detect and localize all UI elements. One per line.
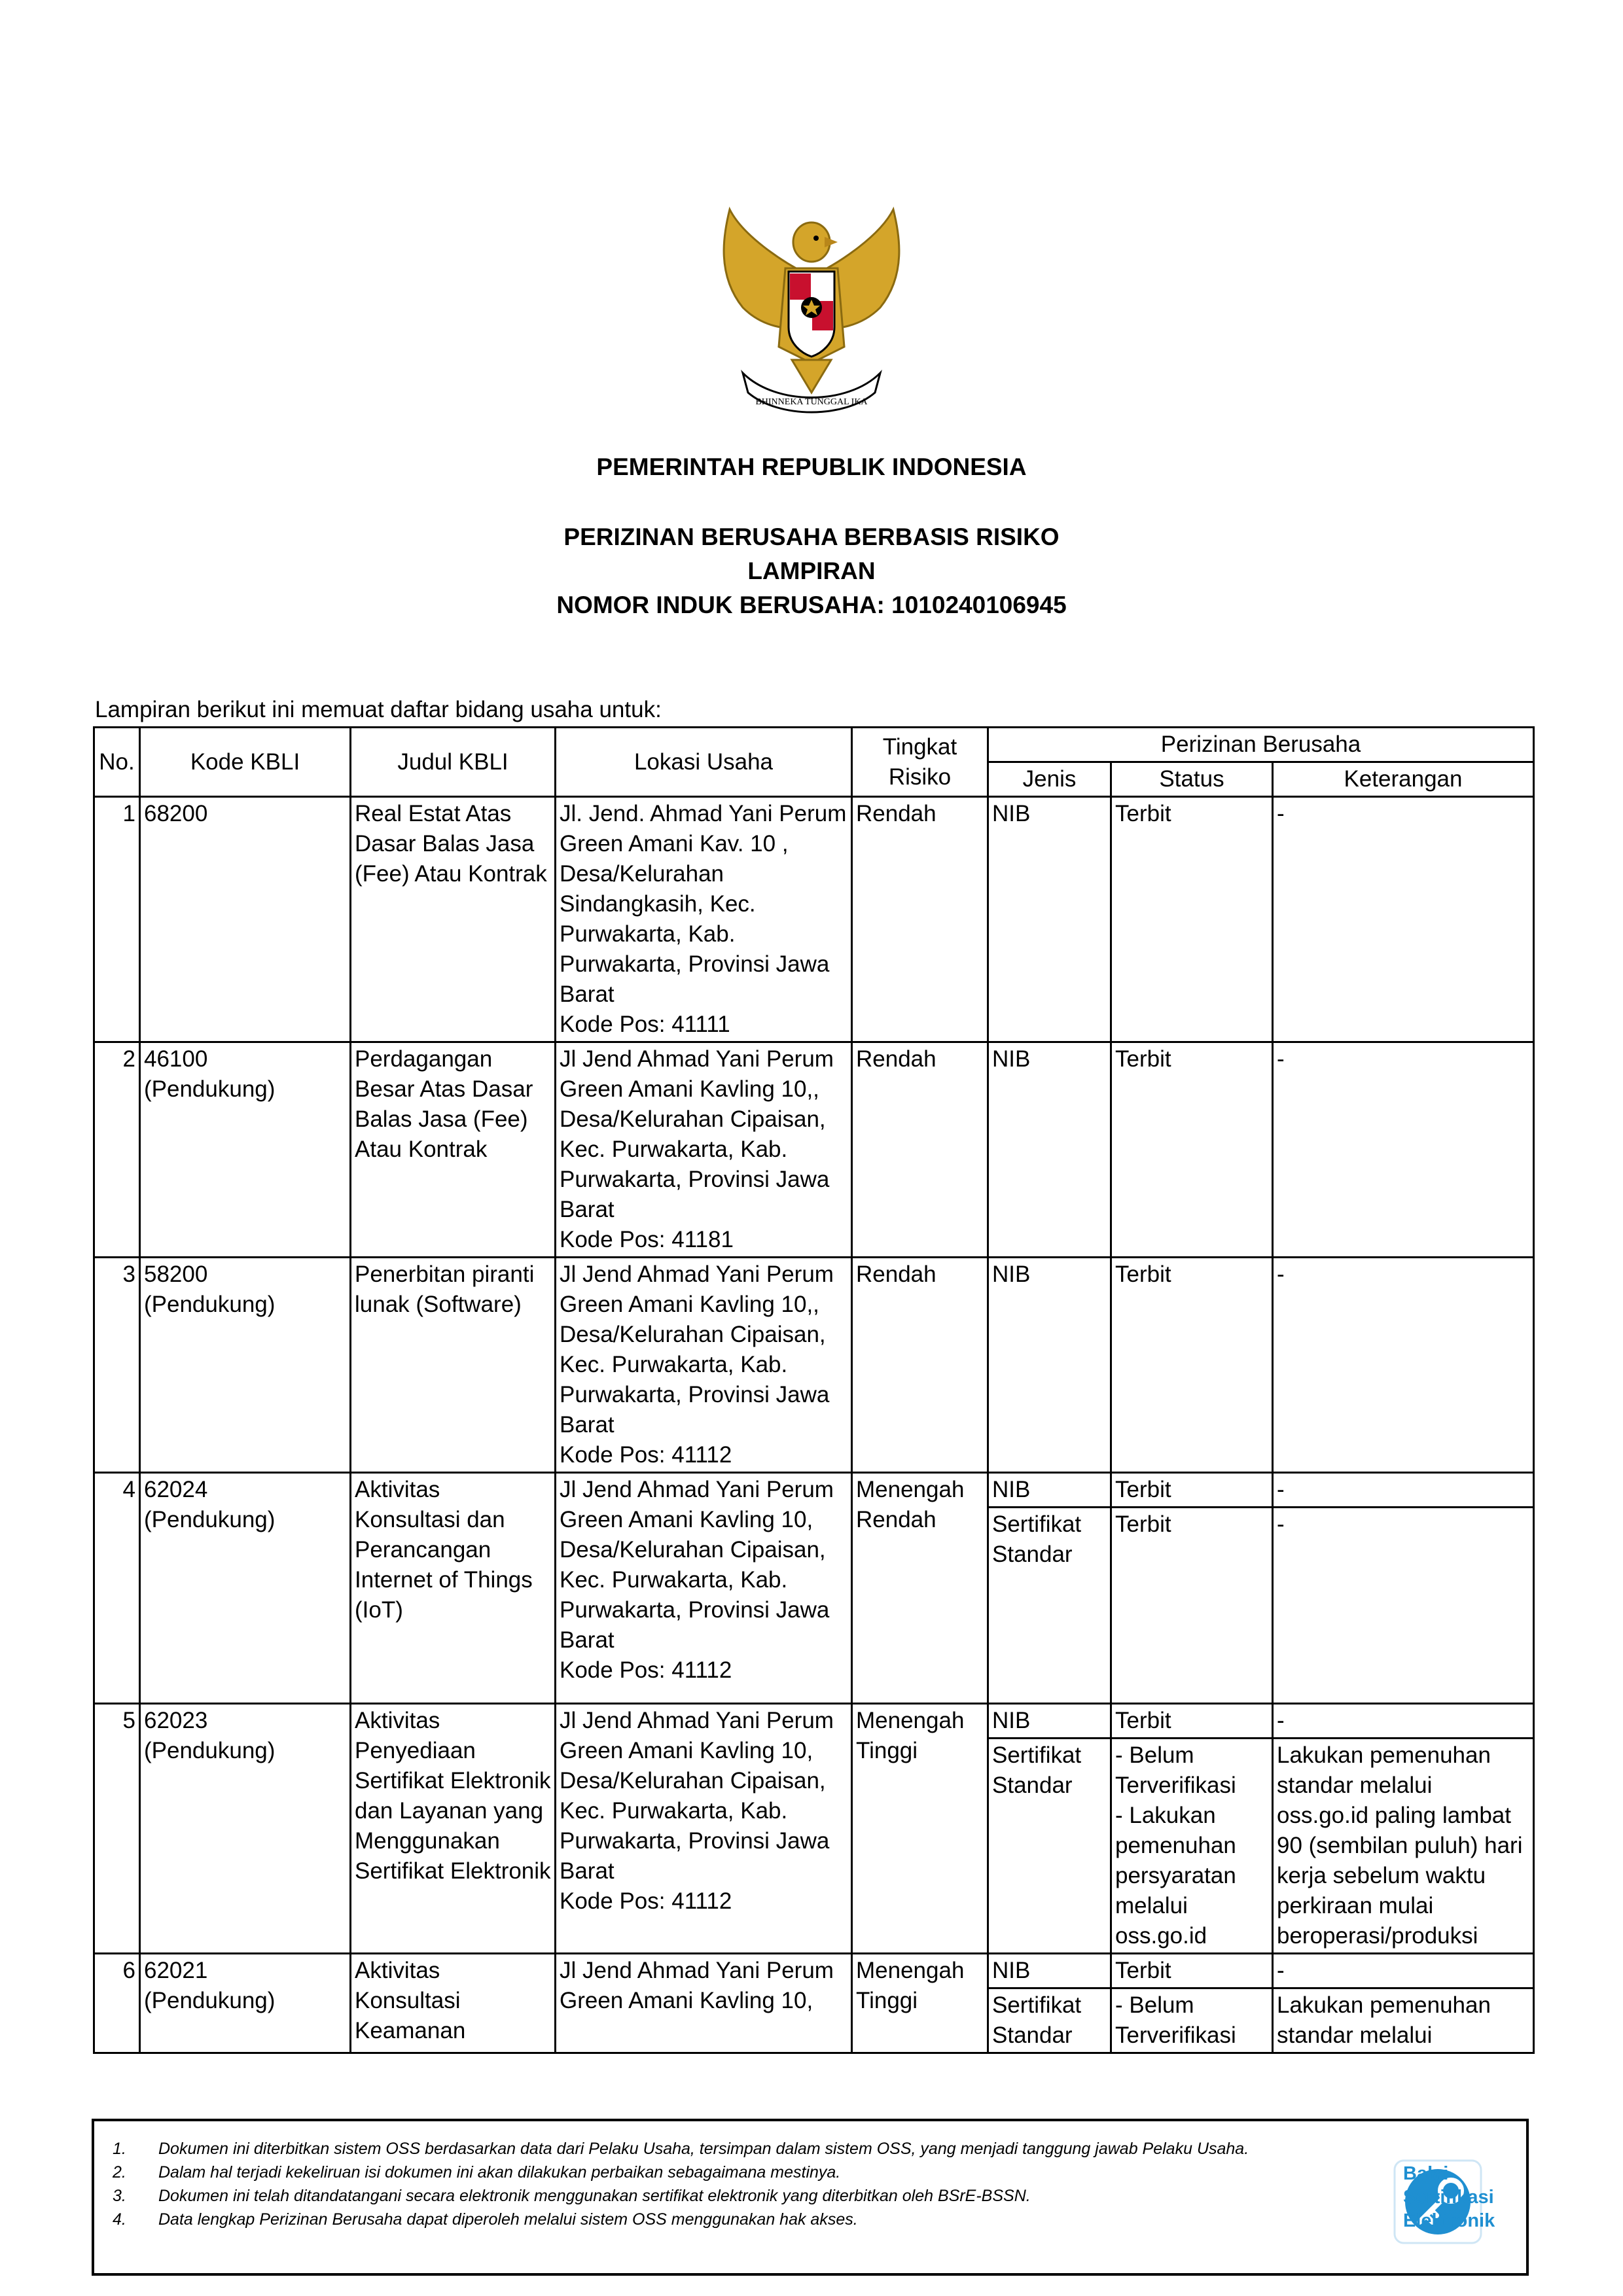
row-keterangan: - — [1273, 1258, 1534, 1473]
row-judul-kbli: Penerbitan piranti lunak (Software) — [351, 1258, 556, 1473]
row-keterangan: Lakukan pemenuhan standar melalui — [1273, 1988, 1534, 2053]
intro-text: Lampiran berikut ini memuat daftar bidang usaha untuk: — [95, 697, 662, 722]
row-judul-kbli: Aktivitas Penyediaan Sertifikat Elektronik dan Layanan yang Menggunakan Sertifikat Elektronik — [351, 1704, 556, 1954]
table-row — [94, 1042, 1534, 1258]
row-lokasi-usaha: Jl. Jend. Ahmad Yani Perum Green Amani Kav. 10 , Desa/Kelurahan Sindangkasih, Kec. Purwakarta, Kab. Purwakarta, Provinsi Jawa Barat Kode Pos: 41111 — [556, 797, 852, 1042]
row-no: 2 — [94, 1042, 140, 1258]
footer-note — [113, 2184, 1343, 2208]
business-license-table — [93, 726, 1535, 2054]
row-no: 4 — [94, 1473, 140, 1704]
row-jenis: NIB — [988, 797, 1111, 1042]
note-text: Data lengkap Perizinan Berusaha dapat diperoleh melalui sistem OSS menggunakan hak akses. — [158, 2210, 858, 2229]
footer-notes-box — [92, 2119, 1529, 2276]
row-jenis: NIB — [988, 1954, 1111, 1988]
footer-note — [113, 2137, 1343, 2161]
row-jenis: NIB — [988, 1473, 1111, 1508]
table-row — [94, 1258, 1534, 1473]
row-kode-kbli: 62024 (Pendukung) — [140, 1473, 351, 1704]
row-keterangan: - — [1273, 797, 1534, 1042]
row-status: Terbit — [1111, 1473, 1273, 1508]
row-no: 1 — [94, 797, 140, 1042]
note-number: 3. — [113, 2187, 126, 2205]
table-row — [94, 1954, 1534, 1988]
garuda-pancasila-emblem — [704, 196, 919, 422]
footer-note — [113, 2208, 1343, 2231]
row-lokasi-usaha: Jl Jend Ahmad Yani Perum Green Amani Kavling 10,, Desa/Kelurahan Cipaisan, Kec. Purwakarta, Kab. Purwakarta, Provinsi Jawa Barat Kode Pos: 41112 — [556, 1258, 852, 1473]
row-status: Terbit — [1111, 1042, 1273, 1258]
row-judul-kbli: Real Estat Atas Dasar Balas Jasa (Fee) Atau Kontrak — [351, 797, 556, 1042]
row-tingkat-risiko: Rendah — [852, 1042, 988, 1258]
row-status: - Belum Terverifikasi — [1111, 1988, 1273, 2053]
header-jenis: Jenis — [988, 762, 1111, 797]
footer-note — [113, 2161, 1343, 2184]
header-judul-kbli: Judul KBLI — [351, 728, 556, 797]
row-kode-kbli: 68200 — [140, 797, 351, 1042]
header-kode-kbli: Kode KBLI — [140, 728, 351, 797]
row-lokasi-usaha: Jl Jend Ahmad Yani Perum Green Amani Kavling 10, Desa/Kelurahan Cipaisan, Kec. Purwakarta, Kab. Purwakarta, Provinsi Jawa Barat Kode Pos: 41112 — [556, 1704, 852, 1954]
row-keterangan: - — [1273, 1473, 1534, 1508]
row-keterangan: - — [1273, 1508, 1534, 1704]
row-status: - Belum Terverifikasi - Lakukan pemenuhan persyaratan melalui oss.go.id — [1111, 1739, 1273, 1954]
row-keterangan: Lakukan pemenuhan standar melalui oss.go.id paling lambat 90 (sembilan puluh) hari kerja sebelum waktu perkiraan mulai beroperasi/produksi — [1273, 1739, 1534, 1954]
row-keterangan: - — [1273, 1704, 1534, 1739]
row-status: Terbit — [1111, 1258, 1273, 1473]
row-status: Terbit — [1111, 1954, 1273, 1988]
nib-number: NOMOR INDUK BERUSAHA: 1010240106945 — [556, 592, 1067, 618]
row-no: 6 — [94, 1954, 140, 2053]
row-no: 3 — [94, 1258, 140, 1473]
row-status: Terbit — [1111, 1508, 1273, 1704]
row-lokasi-usaha: Jl Jend Ahmad Yani Perum Green Amani Kavling 10, Desa/Kelurahan Cipaisan, Kec. Purwakarta, Kab. Purwakarta, Provinsi Jawa Barat Kode Pos: 41112 — [556, 1473, 852, 1704]
note-number: 1. — [113, 2140, 126, 2158]
row-kode-kbli: 46100 (Pendukung) — [140, 1042, 351, 1258]
row-lokasi-usaha: Jl Jend Ahmad Yani Perum Green Amani Kavling 10, — [556, 1954, 852, 2053]
row-judul-kbli: Perdagangan Besar Atas Dasar Balas Jasa (Fee) Atau Kontrak — [351, 1042, 556, 1258]
row-tingkat-risiko: Rendah — [852, 797, 988, 1042]
note-number: 2. — [113, 2163, 126, 2181]
row-tingkat-risiko: Menengah Tinggi — [852, 1954, 988, 2053]
row-status: Terbit — [1111, 797, 1273, 1042]
row-status: Terbit — [1111, 1704, 1273, 1739]
row-keterangan: - — [1273, 1954, 1534, 1988]
note-text: Dokumen ini diterbitkan sistem OSS berdasarkan data dari Pelaku Usaha, tersimpan dalam sistem OSS, yang menjadi tanggung jawab Pelaku Usaha. — [158, 2140, 1249, 2158]
row-jenis: Sertifikat Standar — [988, 1508, 1111, 1704]
row-jenis: Sertifikat Standar — [988, 1988, 1111, 2053]
header-perizinan-berusaha: Perizinan Berusaha — [988, 728, 1534, 762]
footer-notes-list — [113, 2137, 1343, 2231]
row-kode-kbli: 58200 (Pendukung) — [140, 1258, 351, 1473]
row-jenis: Sertifikat Standar — [988, 1739, 1111, 1954]
table-row — [94, 797, 1534, 1042]
document-title: PERIZINAN BERUSAHA BERBASIS RISIKO — [563, 523, 1060, 550]
row-no: 5 — [94, 1704, 140, 1954]
table-row — [94, 1704, 1534, 1739]
row-tingkat-risiko: Rendah — [852, 1258, 988, 1473]
row-keterangan: - — [1273, 1042, 1534, 1258]
header-keterangan: Keterangan — [1273, 762, 1534, 797]
header-no: No. — [94, 728, 140, 797]
row-tingkat-risiko: Menengah Tinggi — [852, 1704, 988, 1954]
row-tingkat-risiko: Menengah Rendah — [852, 1473, 988, 1704]
row-judul-kbli: Aktivitas Konsultasi Keamanan — [351, 1954, 556, 2053]
header-status: Status — [1111, 762, 1273, 797]
document-subtitle: LAMPIRAN — [747, 557, 876, 584]
row-kode-kbli: 62023 (Pendukung) — [140, 1704, 351, 1954]
table-row — [94, 1473, 1534, 1508]
row-jenis: NIB — [988, 1042, 1111, 1258]
row-kode-kbli: 62021 (Pendukung) — [140, 1954, 351, 2053]
header-tingkat-risiko: Tingkat Risiko — [852, 728, 988, 797]
government-heading: PEMERINTAH REPUBLIK INDONESIA — [596, 453, 1027, 480]
row-jenis: NIB — [988, 1704, 1111, 1739]
bsre-logo-text: Balai Sertifikasi Elektronik — [1403, 2163, 1495, 2231]
note-text: Dokumen ini telah ditandatangani secara elektronik menggunakan sertifikat elektronik yang diterbitkan oleh BSrE-BSSN. — [158, 2187, 1031, 2205]
header-lokasi-usaha: Lokasi Usaha — [556, 728, 852, 797]
note-text: Dalam hal terjadi kekeliruan isi dokumen ini akan dilakukan perbaikan sebagaimana mestinya. — [158, 2163, 841, 2181]
note-number: 4. — [113, 2210, 126, 2229]
row-judul-kbli: Aktivitas Konsultasi dan Perancangan Internet of Things (IoT) — [351, 1473, 556, 1704]
emblem-motto: BHINNEKA TUNGGAL IKA — [755, 397, 868, 407]
row-lokasi-usaha: Jl Jend Ahmad Yani Perum Green Amani Kavling 10,, Desa/Kelurahan Cipaisan, Kec. Purwakarta, Kab. Purwakarta, Provinsi Jawa Barat Kode Pos: 41181 — [556, 1042, 852, 1258]
row-jenis: NIB — [988, 1258, 1111, 1473]
